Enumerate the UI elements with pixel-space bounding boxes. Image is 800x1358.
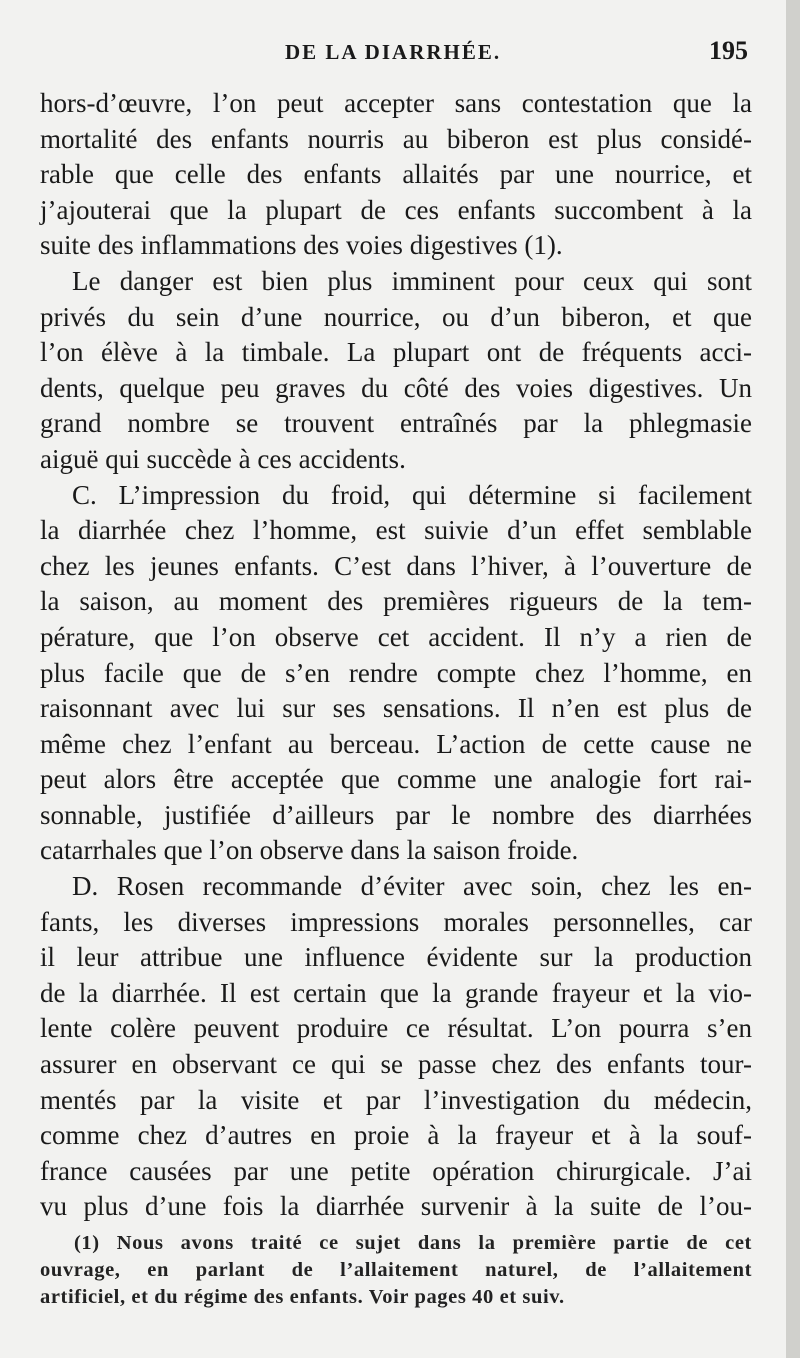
- text-line: lente colère peuvent produire ce résultat. L’on pourra s’en: [40, 1013, 752, 1044]
- text-line: sonnable, justifiée d’ailleurs par le nombre des diarrhées: [40, 799, 752, 830]
- running-head: DE LA DIARRHÉE.: [285, 40, 502, 64]
- body-text: [40, 86, 752, 1225]
- text-line: Le danger est bien plus imminent pour ceux qui sont: [72, 265, 752, 296]
- page-edge-shadow: [786, 0, 800, 1358]
- text-line: hors-d’œuvre, l’on peut accepter sans contestation que la: [40, 88, 752, 118]
- footnote-line: artificiel, et du régime des enfants. Voir pages 40 et suiv.: [40, 1286, 565, 1308]
- text-line: l’on élève à la timbale. La plupart ont de fréquents acci-: [40, 337, 752, 368]
- text-line: privés du sein d’une nourrice, ou d’un biberon, et que: [40, 301, 752, 332]
- text-line: vu plus d’une fois la diarrhée survenir à la suite de l’ou-: [40, 1191, 752, 1222]
- text-line: dents, quelque peu graves du côté des voies digestives. Un: [40, 372, 752, 403]
- text-line: catarrhales que l’on observe dans la saison froide.: [40, 835, 579, 866]
- text-line: assurer en observant ce qui se passe chez des enfants tour-: [40, 1049, 752, 1080]
- text-line: comme chez d’autres en proie à la frayeur et à la souf-: [40, 1120, 752, 1151]
- text-line: aiguë qui succède à ces accidents.: [40, 443, 406, 474]
- text-line: peut alors être acceptée que comme une analogie fort rai-: [40, 764, 752, 795]
- text-line: france causées par une petite opération chirurgicale. J’ai: [40, 1155, 752, 1186]
- footnote: [40, 1230, 752, 1311]
- text-line: D. Rosen recommande d’éviter avec soin, chez les en-: [72, 871, 752, 902]
- text-line: mentés par la visite et par l’investigation du médecin,: [40, 1084, 752, 1115]
- text-line: la saison, au moment des premières rigueurs de la tem-: [40, 586, 752, 617]
- text-line: pérature, que l’on observe cet accident. Il n’y a rien de: [40, 621, 752, 652]
- text-line: C. L’impression du froid, qui détermine si facilement: [72, 479, 752, 510]
- text-line: rable que celle des enfants allaités par une nourrice, et: [40, 159, 752, 190]
- footnote-line: (1) Nous avons traité ce sujet dans la première partie de cet: [74, 1232, 752, 1254]
- text-line: raisonnant avec lui sur ses sensations. Il n’en est plus de: [40, 693, 752, 724]
- text-line: grand nombre se trouvent entraînés par la phlegmasie: [40, 408, 752, 439]
- text-line: de la diarrhée. Il est certain que la grande frayeur et la vio-: [40, 977, 752, 1008]
- footnote-line: ouvrage, en parlant de l’allaitement naturel, de l’allaitement: [40, 1259, 752, 1281]
- text-line: suite des inflammations des voies digestives (1).: [40, 230, 563, 261]
- text-line: mortalité des enfants nourris au biberon est plus considé-: [40, 123, 752, 154]
- page-number: 195: [709, 36, 748, 65]
- text-line: j’ajouterai que la plupart de ces enfants succombent à la: [40, 194, 752, 225]
- text-line: fants, les diverses impressions morales personnelles, car: [40, 906, 752, 937]
- text-line: plus facile que de s’en rendre compte chez l’homme, en: [40, 657, 752, 688]
- text-line: il leur attribue une influence évidente sur la production: [40, 942, 752, 973]
- text-line: même chez l’enfant au berceau. L’action de cette cause ne: [40, 728, 752, 759]
- text-line: la diarrhée chez l’homme, est suivie d’un effet semblable: [40, 515, 752, 546]
- text-line: chez les jeunes enfants. C’est dans l’hiver, à l’ouverture de: [40, 550, 752, 581]
